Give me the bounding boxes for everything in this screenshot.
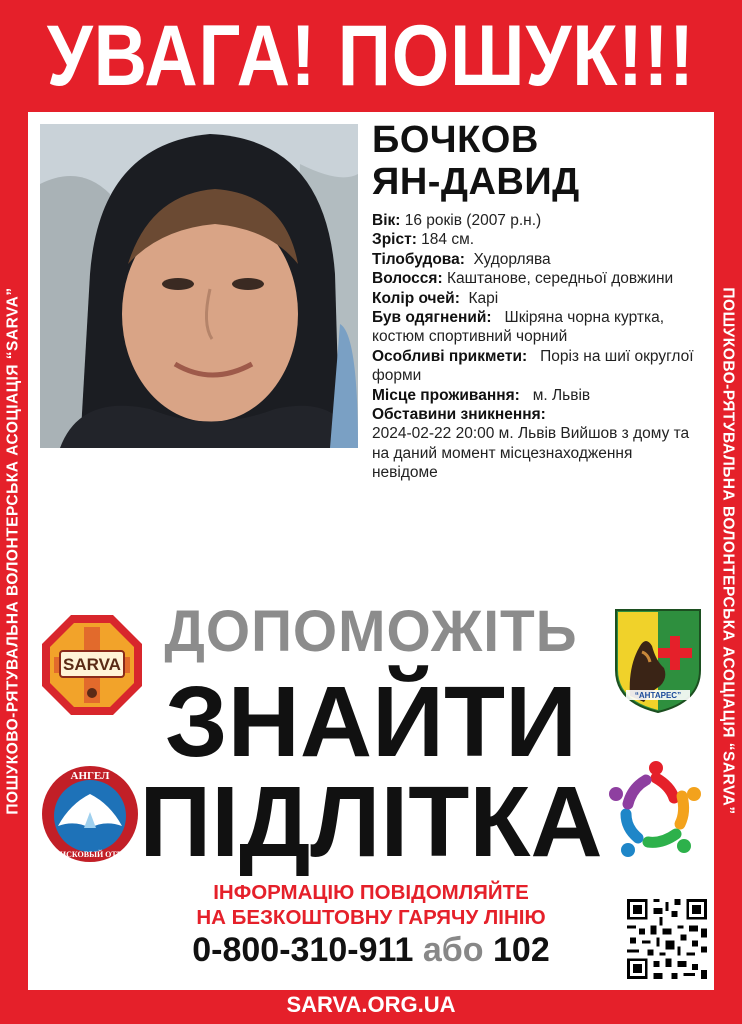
detail-marks xyxy=(372,347,702,386)
angel-logo xyxy=(40,764,140,864)
hair-label: Волосся: xyxy=(372,270,443,288)
antares-logo-name: “АНТАРЕС” xyxy=(634,691,682,700)
find-heading-line1: ЗНАЙТИ xyxy=(165,666,577,778)
eyes-label: Колір очей: xyxy=(372,289,460,307)
detail-circumstances-label xyxy=(372,405,702,424)
surname: БОЧКОВ xyxy=(372,119,539,161)
person-details xyxy=(372,211,702,483)
left-side-text: ПОШУКОВО-РЯТУВАЛЬНА ВОЛОНТЕРСЬКА АСОЦІАЦІЯ “SARVA” xyxy=(5,287,23,815)
angel-emblem-icon xyxy=(40,764,140,864)
detail-build xyxy=(372,250,702,269)
clothing-value: Шкіряна чорна куртка, костюм спортивний чорний xyxy=(372,309,665,346)
antares-logo xyxy=(612,606,704,714)
circumstances-label: Обставини зникнення: xyxy=(372,406,546,424)
detail-eyes xyxy=(372,289,702,308)
detail-clothing xyxy=(372,308,702,347)
website-link[interactable]: SARVA.ORG.UA xyxy=(286,992,456,1017)
residence-label: Місце проживання: xyxy=(372,386,520,404)
header-title: УВАГА! ПОШУК!!! xyxy=(47,7,695,104)
age-label: Вік: xyxy=(372,212,401,229)
detail-age xyxy=(372,211,702,230)
marks-label: Особливі прикмети: xyxy=(372,347,528,365)
given-name: ЯН-ДАВИД xyxy=(372,161,580,203)
qr-code-icon xyxy=(624,896,710,982)
community-logo xyxy=(604,758,708,862)
emergency-number[interactable]: 102 xyxy=(493,931,550,969)
angel-logo-bottom: ПОИСКОВЫЙ ОТРЯД xyxy=(47,850,133,859)
qr-code[interactable] xyxy=(624,896,710,982)
sarva-emblem-icon xyxy=(40,613,144,717)
hotline-number[interactable]: 0-800-310-911 xyxy=(192,931,414,969)
antares-shield-icon xyxy=(612,606,704,714)
age-value: 16 років (2007 р.н.) xyxy=(404,212,542,229)
find-heading-line2: ПІДЛІТКА xyxy=(139,766,603,878)
portrait-illustration xyxy=(40,124,358,448)
or-text: або xyxy=(422,931,484,969)
build-value: Худорлява xyxy=(473,250,551,268)
marks-value: Поріз на шиї округлої форми xyxy=(372,347,694,385)
help-heading: ДОПОМОЖІТЬ xyxy=(164,599,578,664)
sarva-logo-center: SARVA xyxy=(63,655,121,674)
contact-line1: ІНФОРМАЦІЮ ПОВІДОМЛЯЙТЕ xyxy=(213,881,529,904)
detail-residence xyxy=(372,386,702,405)
detail-circumstances: 2024-02-22 20:00 м. Львів Вийшов з дому та на даний момент місцезнаходження невідоме xyxy=(372,425,690,482)
poster-header xyxy=(0,0,742,112)
contact-line2: НА БЕЗКОШТОВНУ ГАРЯЧУ ЛІНІЮ xyxy=(196,906,546,929)
right-side-text: ПОШУКОВО-РЯТУВАЛЬНА ВОЛОНТЕРСЬКА АСОЦІАЦІЯ “SARVA” xyxy=(720,287,738,815)
hair-value: Каштанове, середньої довжини xyxy=(446,270,674,288)
height-value: 184 см. xyxy=(421,231,475,249)
missing-person-photo xyxy=(40,124,358,448)
build-label: Тілобудова: xyxy=(372,250,465,268)
height-label: Зріст: xyxy=(372,231,417,249)
residence-value: м. Львів xyxy=(532,386,591,404)
detail-hair xyxy=(372,269,702,288)
angel-logo-top: АНГЕЛ xyxy=(70,770,110,782)
clothing-label: Був одягнений: xyxy=(372,309,492,327)
sarva-logo xyxy=(40,613,144,717)
eyes-value: Карі xyxy=(468,289,499,307)
detail-height xyxy=(372,230,702,249)
people-circle-icon xyxy=(604,758,708,862)
